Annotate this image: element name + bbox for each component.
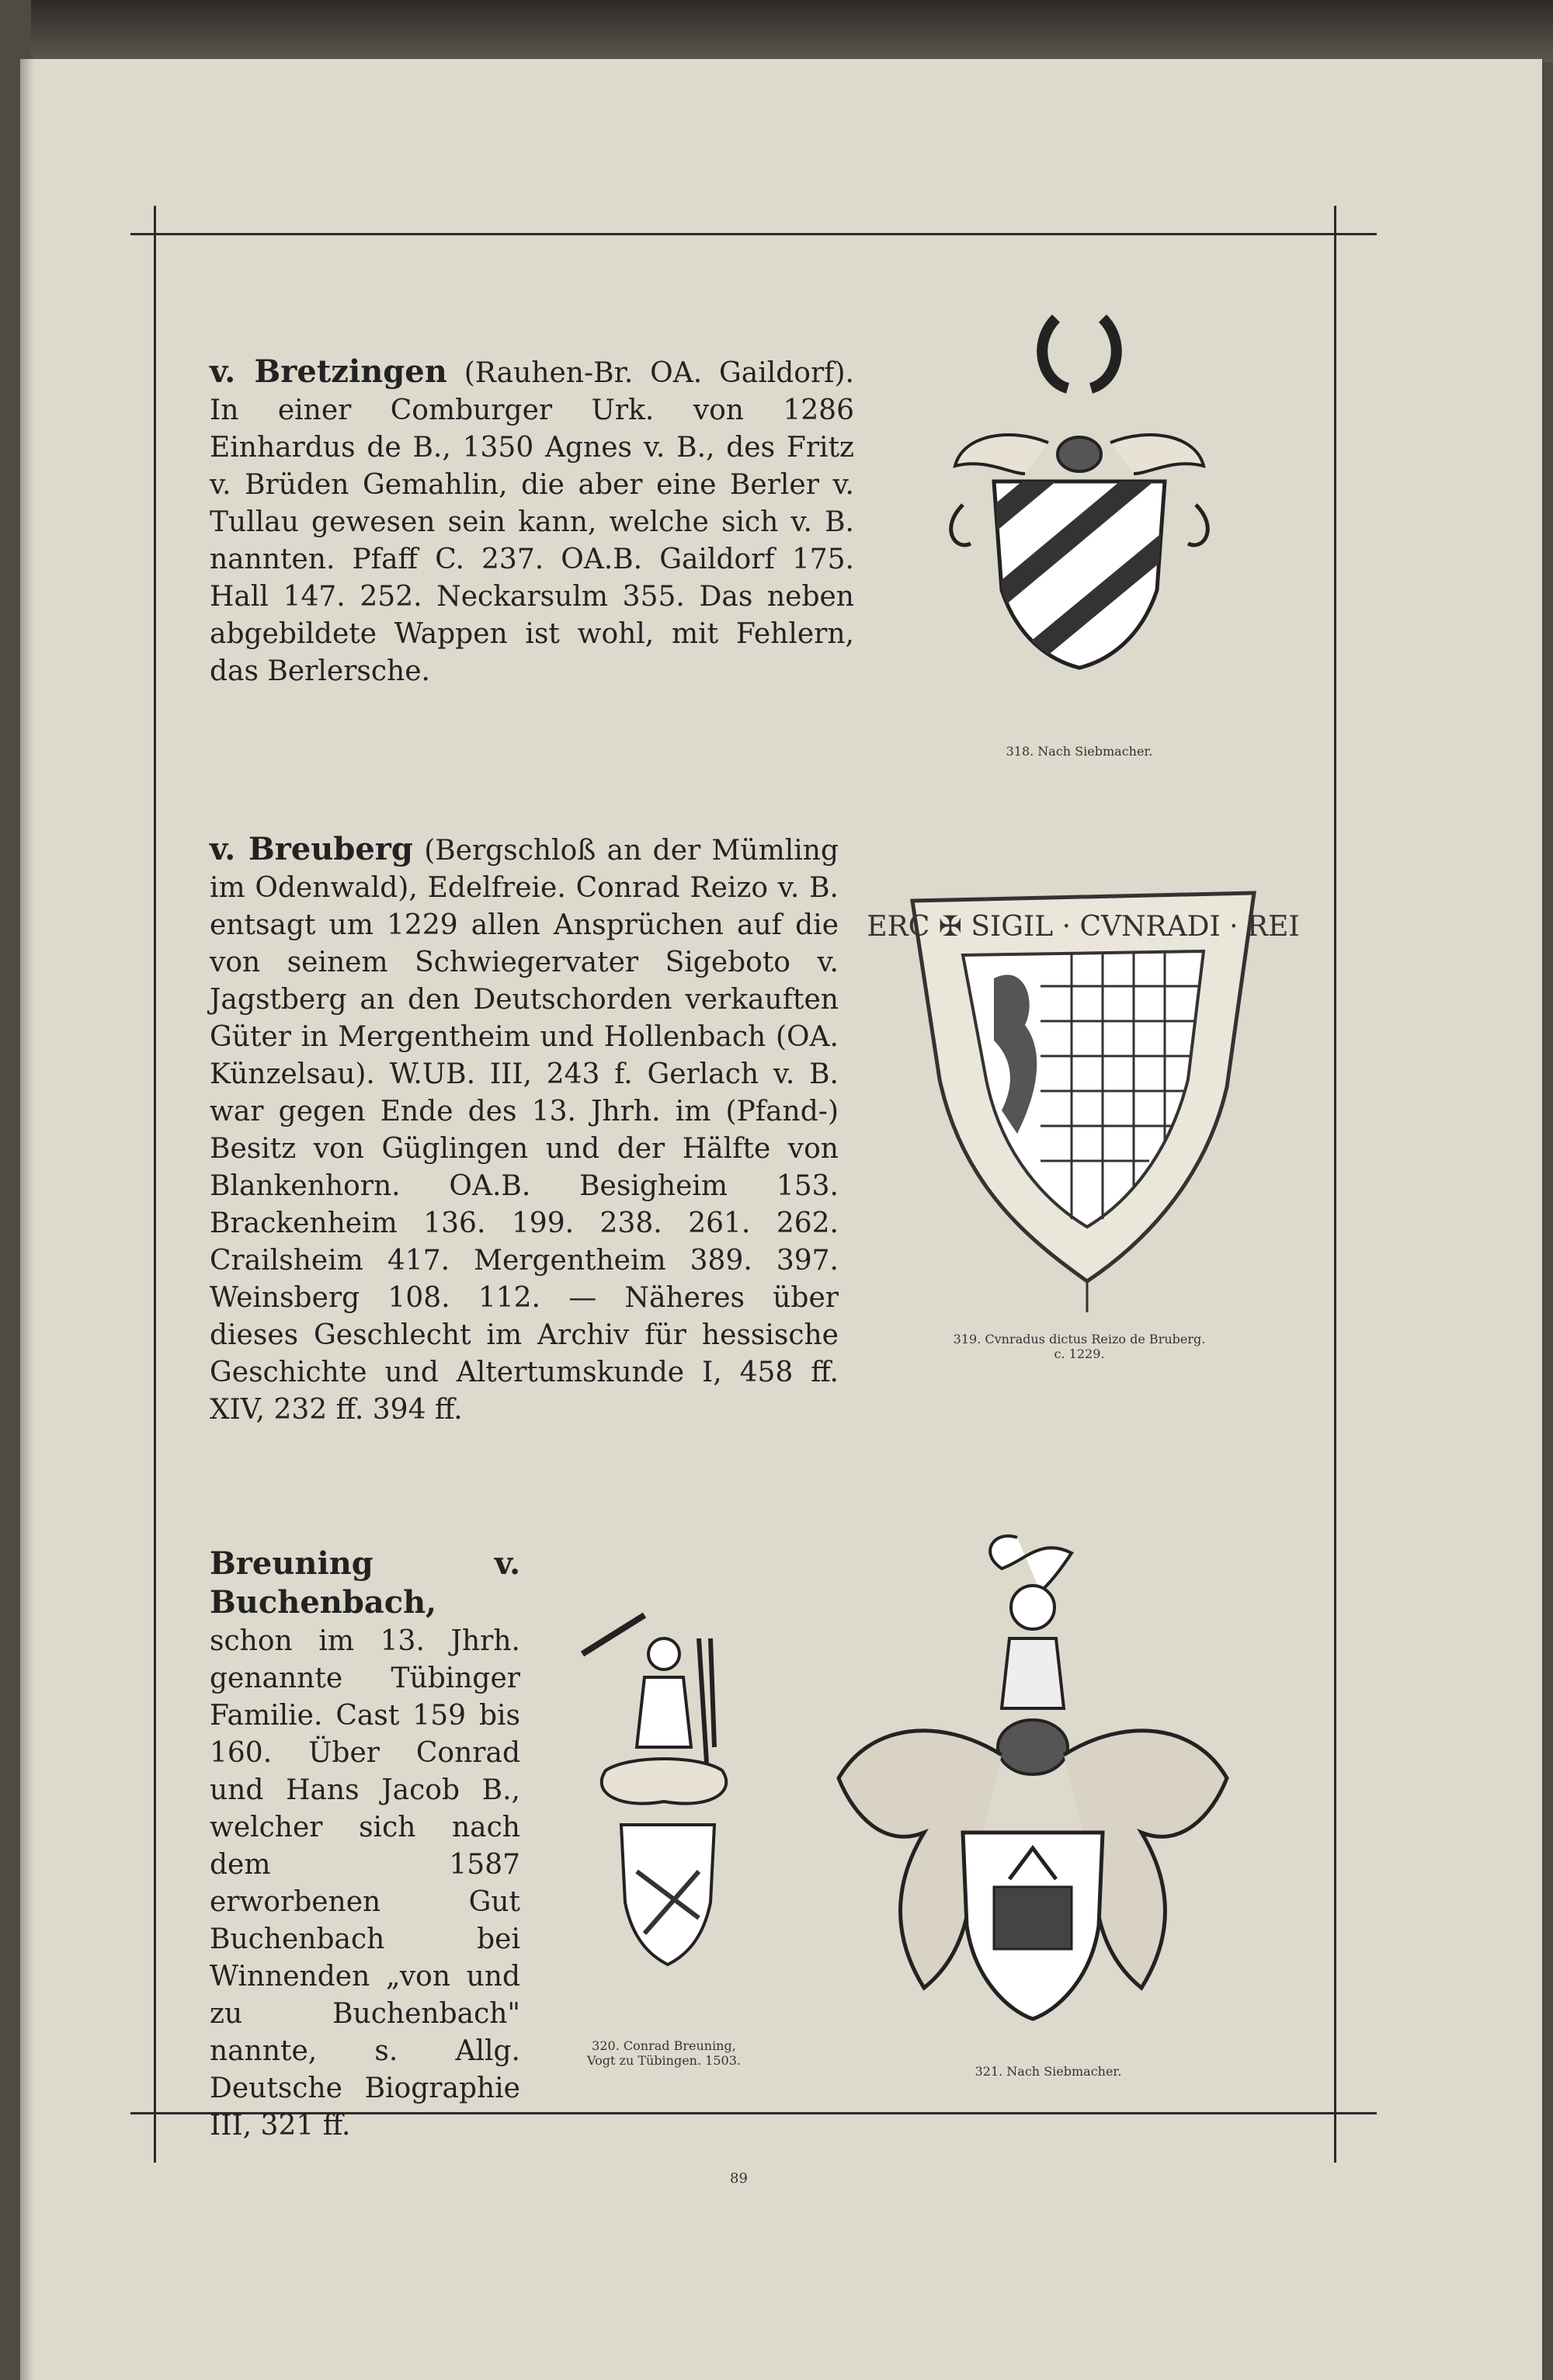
caption-320	[536, 2038, 792, 2068]
book-top-edge	[31, 0, 1553, 62]
caption-320-line1: 320. Conrad Breuning,	[592, 2038, 736, 2053]
caption-319-line1: 319. Cvnradus dictus Reizo de Bruberg.	[953, 1332, 1206, 1346]
coat-of-arms-318	[909, 295, 1250, 730]
entry-head: v. Breuberg	[210, 831, 413, 867]
entry-head: Breuning v. Buchenbach,	[210, 1545, 520, 1621]
coat-of-arms-320	[559, 1592, 769, 2027]
seal-319	[867, 877, 1300, 1312]
caption-321: 321. Nach Siebmacher.	[975, 2064, 1122, 2079]
entry-breuning	[210, 1545, 520, 2145]
entry-text: (Rauhen-Br. OA. Gaildorf). In einer Comburger Urk. von 1286 Einhardus de B., 1350 Agnes v. B., des Fritz v. Brüden Gemahlin, die aber eine Berler v. Tullau gewesen sein kann, welche sich v. B. nannten. Pfaff C. 237. OA.B. Gaildorf 175. Hall 147. 252. Neckarsulm 355. Das neben abgebildete Wappen ist wohl, mit Fehlern, das Berlersche.	[210, 357, 854, 687]
caption-319-line2: c. 1229.	[1054, 1346, 1105, 1361]
caption-318: 318. Nach Siebmacher.	[1006, 744, 1153, 759]
coat-of-arms-321	[823, 1522, 1273, 2050]
caption-320-line2: Vogt zu Tübingen. 1503.	[587, 2053, 741, 2068]
frame-right-rule	[1334, 206, 1336, 2163]
caption-319	[877, 1332, 1281, 1361]
page-number: 89	[730, 2170, 748, 2187]
page-spine-shadow	[20, 59, 34, 2380]
entry-text: schon im 13. Jhrh. genannte Tübinger Familie. Cast 159 bis 160. Über Conrad und Hans Jacob B., welcher sich nach dem 1587 erworbenen Gut Buchenbach bei Winnenden „von und zu Buchenbach" nannte, s. Allg. Deutsche Biographie III, 321 ff.	[210, 1625, 520, 2142]
entry-text: (Bergschloß an der Mümling im Odenwald), Edelfreie. Conrad Reizo v. B. entsagt um 1229 allen Ansprüchen auf die von seinem Schwiegervater Sigeboto v. Jagstberg an den Deutschorden verkauften Güter in Mergentheim und Hollenbach (OA. Künzelsau). W.UB. III, 243 f. Gerlach v. B. war gegen Ende des 13. Jhrh. im (Pfand-) Besitz von Güglingen und der Hälfte von Blankenhorn. OA.B. Besigheim 153. Brackenheim 136. 199. 238. 261. 262. Crailsheim 417. Mergentheim 389. 397. Weinsberg 108. 112. — Näheres über dieses Geschlecht im Archiv für hessische Geschichte und Altertumskunde I, 458 ff. XIV, 232 ff. 394 ff.	[210, 835, 839, 1426]
entry-breuberg	[210, 831, 839, 1429]
frame-top-rule	[130, 233, 1377, 235]
entry-head: v. Bretzingen	[210, 353, 447, 390]
frame-left-rule	[154, 206, 156, 2163]
entry-bretzingen	[210, 353, 854, 690]
seal-legend: ERC ✠ SIGIL · CVNRADI · REI	[867, 911, 1300, 943]
